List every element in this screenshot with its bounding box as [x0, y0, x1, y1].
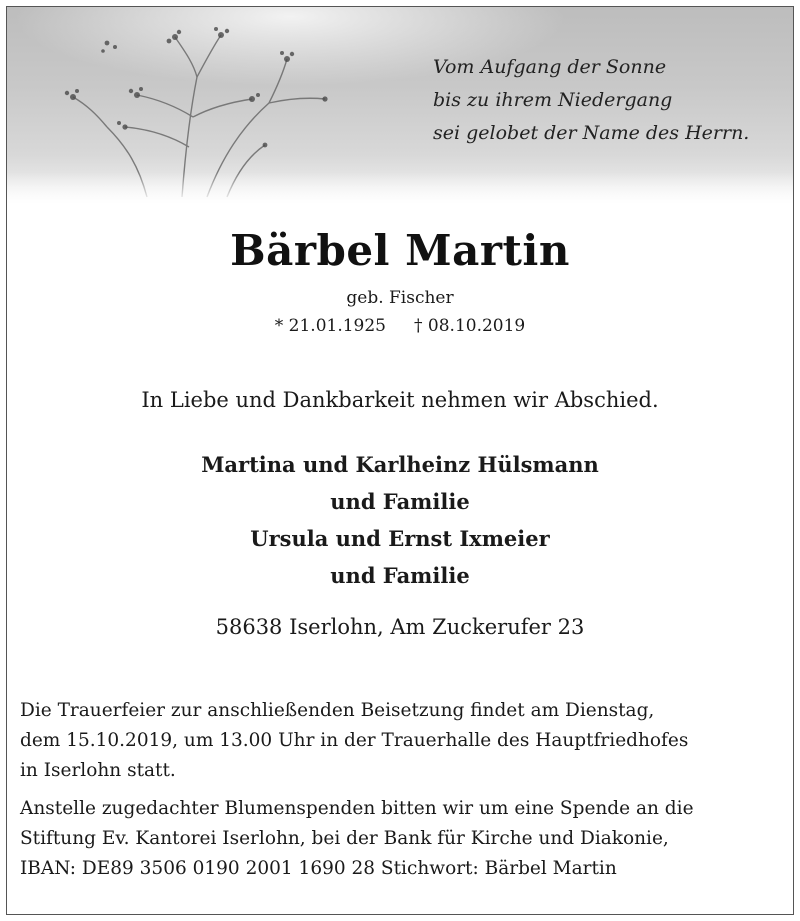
header-photo-banner — [7, 7, 793, 204]
notice-line: Stiftung Ev. Kantorei Iserlohn, bei der Bank für Kirche und Diakonie, — [20, 828, 669, 849]
donation-notice — [20, 794, 780, 884]
notice-line: in Iserlohn statt. — [20, 760, 176, 781]
notice-line: Die Trauerfeier zur anschließenden Beisetzung findet am Dienstag, — [20, 700, 655, 721]
birth-date: * 21.01.1925 — [274, 316, 386, 336]
deceased-name: Bärbel Martin — [230, 226, 570, 275]
mourner-line: und Familie — [330, 489, 470, 514]
funeral-notice — [20, 696, 780, 786]
notice-line: dem 15.10.2019, um 13.00 Uhr in der Trauerhalle des Hauptfriedhofes — [20, 730, 689, 751]
mourners-list — [0, 446, 800, 594]
mourner-line: Martina und Karlheinz Hülsmann — [201, 452, 599, 477]
farewell-text: In Liebe und Dankbarkeit nehmen wir Abschied. — [141, 388, 659, 412]
birth-name: geb. Fischer — [346, 288, 454, 308]
bible-verse — [433, 51, 773, 150]
mourner-line: und Familie — [330, 563, 470, 588]
mourner-line: Ursula und Ernst Ixmeier — [250, 526, 550, 551]
notice-line: IBAN: DE89 3506 0190 2001 1690 28 Stichwort: Bärbel Martin — [20, 858, 617, 879]
verse-line: bis zu ihrem Niedergang — [433, 89, 673, 111]
family-address: 58638 Iserlohn, Am Zuckerufer 23 — [215, 615, 585, 639]
notice-line: Anstelle zugedachter Blumenspenden bitten wir um eine Spende an die — [20, 798, 694, 819]
life-dates — [0, 316, 800, 336]
verse-line: Vom Aufgang der Sonne — [433, 56, 667, 78]
verse-line: sei gelobet der Name des Herrn. — [433, 122, 750, 144]
banner-fade — [7, 172, 793, 204]
death-date: † 08.10.2019 — [414, 316, 526, 336]
